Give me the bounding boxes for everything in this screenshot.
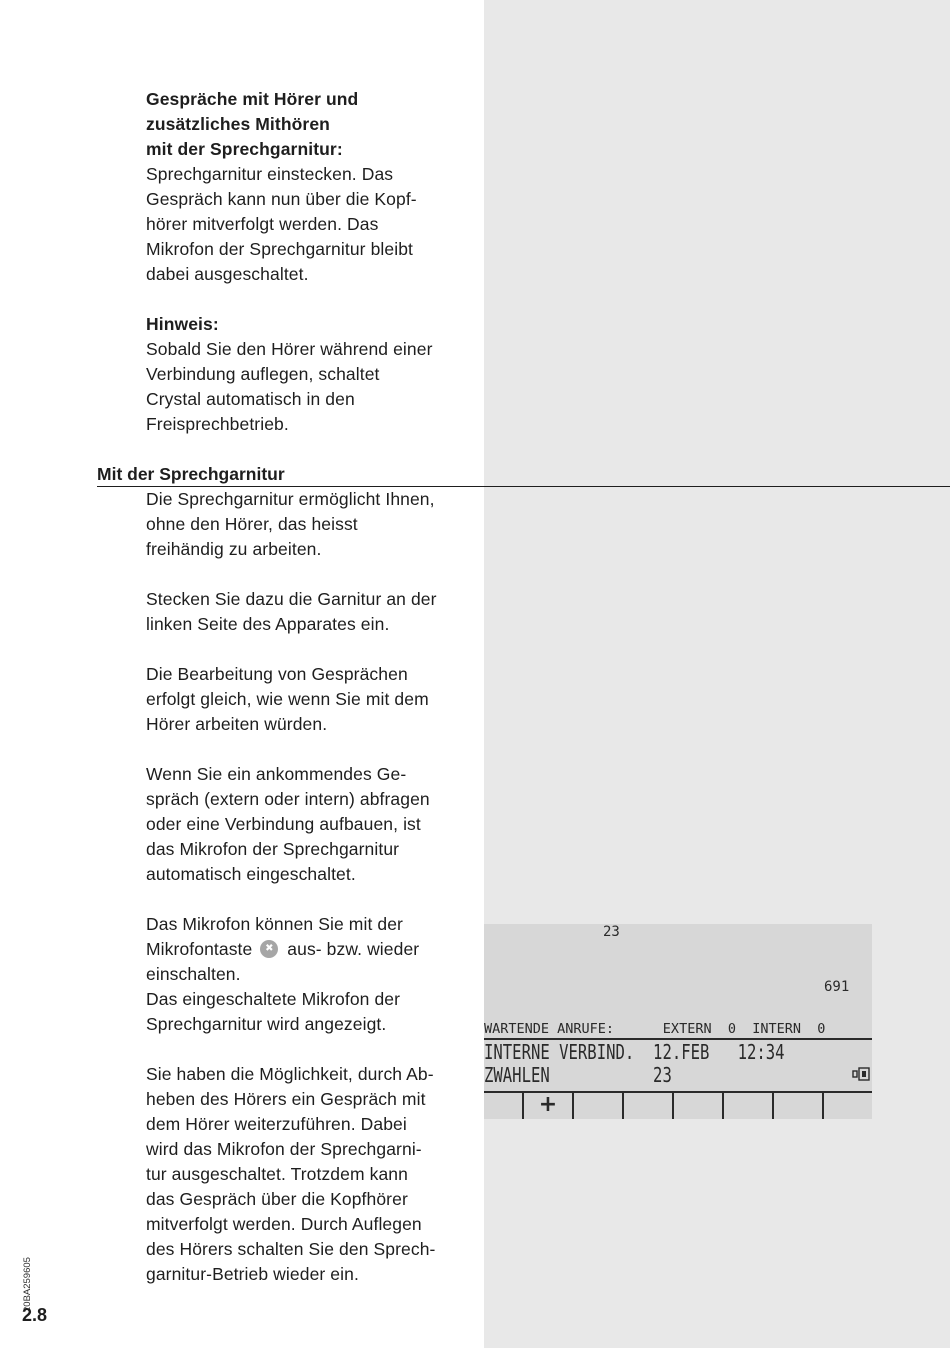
- para4-line: das Mikrofon der Sprechgarnitur: [146, 839, 400, 859]
- para2-line: linken Seite des Apparates ein.: [146, 614, 390, 634]
- softkey-7[interactable]: [774, 1093, 824, 1119]
- hint-block: [146, 312, 466, 437]
- display-softkey-row: [484, 1091, 872, 1119]
- side-panel: [484, 0, 950, 1348]
- para5-line: einschalten.: [146, 964, 241, 984]
- intro-title-line: Gespräche mit Hörer und: [146, 89, 359, 109]
- paragraph-spacer: [146, 1037, 466, 1062]
- paragraph-spacer: [146, 562, 466, 587]
- paragraph-spacer: [146, 637, 466, 662]
- intro-body-line: Gespräch kann nun über die Kopf-: [146, 189, 417, 209]
- para5-line-with-icon: [146, 937, 466, 962]
- para2-line: Stecken Sie dazu die Garnitur an der: [146, 589, 437, 609]
- softkey-8[interactable]: [824, 1093, 872, 1119]
- paragraph-spacer: [146, 887, 466, 912]
- para4-line: Wenn Sie ein ankommendes Ge-: [146, 764, 407, 784]
- hint-label: Hinweis:: [146, 314, 219, 334]
- headset-speaker-icon: [852, 1067, 870, 1081]
- document-code: 20BA259605: [22, 1257, 33, 1312]
- display-dialed-number: 23: [603, 924, 620, 940]
- softkey-3[interactable]: [574, 1093, 624, 1119]
- intro-title-line: mit der Sprechgarnitur:: [146, 139, 343, 159]
- hint-line: Freisprechbetrieb.: [146, 414, 289, 434]
- para6-line: tur ausgeschaltet. Trotzdem kann: [146, 1164, 408, 1184]
- para1-line: freihändig zu arbeiten.: [146, 539, 322, 559]
- para6-line: dem Hörer weiterzuführen. Dabei: [146, 1114, 407, 1134]
- hint-line: Crystal automatisch in den: [146, 389, 355, 409]
- para6-line: wird das Mikrofon der Sprechgarni-: [146, 1139, 422, 1159]
- para6-line: mitverfolgt werden. Durch Auflegen: [146, 1214, 422, 1234]
- intro-body-line: Mikrofon der Sprechgarnitur bleibt: [146, 239, 414, 259]
- para3-line: erfolgt gleich, wie wenn Sie mit dem: [146, 689, 429, 709]
- para5-line2-before: Mikrofontaste: [146, 939, 253, 959]
- para3-line: Die Bearbeitung von Gesprächen: [146, 664, 408, 684]
- para6-line: garnitur-Betrieb wieder ein.: [146, 1264, 359, 1284]
- para5-line: Das eingeschaltete Mikrofon der: [146, 989, 401, 1009]
- intro-body-line: hörer mitverfolgt werden. Das: [146, 214, 379, 234]
- section-body: [146, 487, 466, 1287]
- intro-body-line: dabei ausgeschaltet.: [146, 264, 309, 284]
- para5-line2-after: aus- bzw. wieder: [287, 939, 420, 959]
- para3-line: Hörer arbeiten würden.: [146, 714, 328, 734]
- softkey-plus[interactable]: +: [524, 1093, 574, 1119]
- display-line-1: INTERNE VERBIND. 12.FEB 12:34: [484, 1040, 785, 1064]
- para6-line: des Hörers schalten Sie den Sprech-: [146, 1239, 436, 1259]
- para4-line: oder eine Verbindung aufbauen, ist: [146, 814, 421, 834]
- display-status-line: WARTENDE ANRUFE: EXTERN 0 INTERN 0: [484, 1021, 826, 1037]
- softkey-4[interactable]: [624, 1093, 674, 1119]
- intro-title-line: zusätzliches Mithören: [146, 114, 330, 134]
- para5-line: Sprechgarnitur wird angezeigt.: [146, 1014, 387, 1034]
- softkey-1[interactable]: [484, 1093, 524, 1119]
- intro-body-line: Sprechgarnitur einstecken. Das: [146, 164, 394, 184]
- para6-line: das Gespräch über die Kopfhörer: [146, 1189, 408, 1209]
- hint-line: Sobald Sie den Hörer während einer: [146, 339, 433, 359]
- para4-line: spräch (extern oder intern) abfragen: [146, 789, 430, 809]
- softkey-5[interactable]: [674, 1093, 724, 1119]
- hint-line: Verbindung auflegen, schaltet: [146, 364, 380, 384]
- display-extension-number: 691: [824, 979, 850, 995]
- softkey-6[interactable]: [724, 1093, 774, 1119]
- para6-line: heben des Hörers ein Gespräch mit: [146, 1089, 426, 1109]
- para1-line: Die Sprechgarnitur ermöglicht Ihnen,: [146, 489, 435, 509]
- para4-line: automatisch eingeschaltet.: [146, 864, 356, 884]
- para5-line: Das Mikrofon können Sie mit der: [146, 914, 403, 934]
- page-number: 2.8: [22, 1305, 48, 1325]
- para1-line: ohne den Hörer, das heisst: [146, 514, 358, 534]
- phone-display: [484, 924, 872, 1119]
- section-heading: Mit der Sprechgarnitur: [97, 464, 285, 484]
- para6-line: Sie haben die Möglichkeit, durch Ab-: [146, 1064, 434, 1084]
- intro-block: [146, 87, 466, 287]
- microphone-key-icon: [260, 940, 278, 958]
- display-line-2: ZWAHLEN 23: [484, 1063, 672, 1087]
- paragraph-spacer: [146, 737, 466, 762]
